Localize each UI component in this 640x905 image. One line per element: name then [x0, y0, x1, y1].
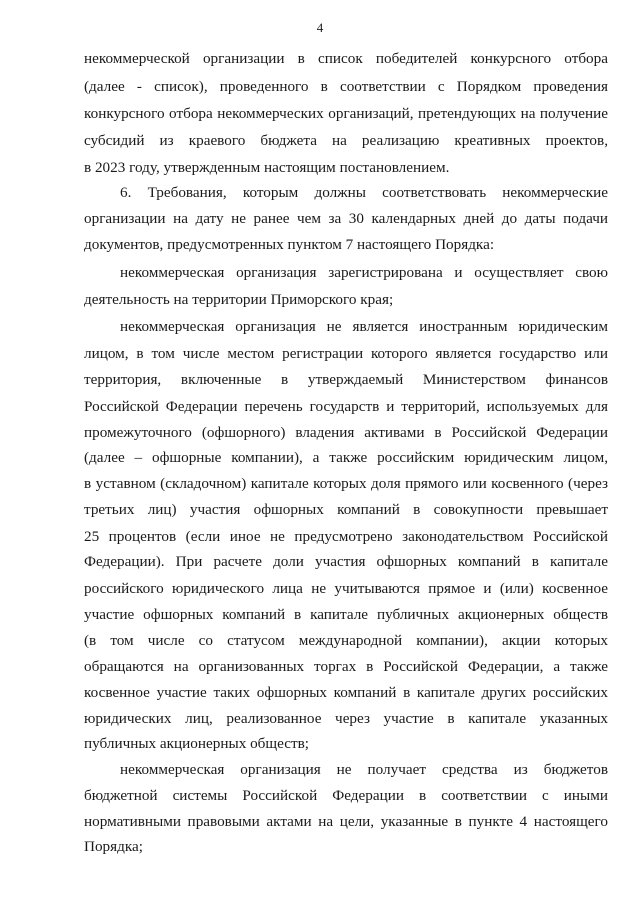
text-line: некоммерческая организация не является иностранным юридическим [120, 318, 608, 335]
text-line: промежуточного (офшорного) владения активами в Российской Федерации [84, 424, 608, 441]
text-line: косвенное участие таких офшорных компаний в капитале других российских [84, 684, 608, 701]
text-line: некоммерческая организация не получает средства из бюджетов [120, 761, 608, 778]
text-line: деятельность на территории Приморского края; [84, 291, 394, 308]
page-number: 4 [316, 20, 324, 35]
text-line: конкурсного отбора некоммерческих организаций, претендующих на получение [84, 105, 608, 122]
text-line: нормативными правовыми актами на цели, указанные в пункте 4 настоящего [84, 813, 608, 830]
text-line: некоммерческая организация зарегистрирована и осуществляет свою [120, 264, 608, 281]
text-line: Российской Федерации перечень государств и территорий, используемых для [84, 398, 608, 415]
text-line: некоммерческой организации в список победителей конкурсного отбора [84, 50, 608, 67]
text-line: 25 процентов (если иное не предусмотрено законодательством Российской [84, 528, 608, 545]
text-line: субсидий из краевого бюджета на реализацию креативных проектов, [84, 132, 608, 149]
text-line: территория, включенные в утверждаемый Министерством финансов [84, 371, 608, 388]
text-line: документов, предусмотренных пунктом 7 настоящего Порядка: [84, 236, 495, 253]
text-line: организации на дату не ранее чем за 30 календарных дней до даты подачи [84, 210, 608, 227]
text-line: в 2023 году, утвержденным настоящим постановлением. [84, 159, 450, 176]
text-line: обращаются на организованных торгах в Российской Федерации, а также [84, 658, 608, 675]
text-line: (далее – офшорные компании), а также российским юридическим лицом, [84, 449, 608, 466]
text-line: (в том числе со статусом международной компании), акции которых [84, 632, 608, 649]
text-line: российского юридического лица не учитываются прямое и (или) косвенное [84, 580, 608, 597]
text-line: в уставном (складочном) капитале которых доля прямого или косвенного (через [84, 475, 608, 492]
text-line: (далее - список), проведенного в соответствии с Порядком проведения [84, 78, 608, 95]
text-line: публичных акционерных обществ; [84, 735, 309, 752]
text-line: юридических лиц, реализованное через участие в капитале указанных [84, 710, 608, 727]
text-line: Федерации). При расчете доли участия офшорных компаний в капитале [84, 553, 608, 570]
text-line: бюджетной системы Российской Федерации в соответствии с иными [84, 787, 608, 804]
text-line: третьих лиц) участия офшорных компаний в совокупности превышает [84, 501, 608, 518]
text-line: лицом, в том числе местом регистрации которого является государство или [84, 345, 608, 362]
text-line: Порядка; [84, 838, 143, 855]
text-line: участие офшорных компаний в капитале публичных акционерных обществ [84, 606, 608, 623]
text-line: 6. Требования, которым должны соответствовать некоммерческие [120, 184, 608, 201]
